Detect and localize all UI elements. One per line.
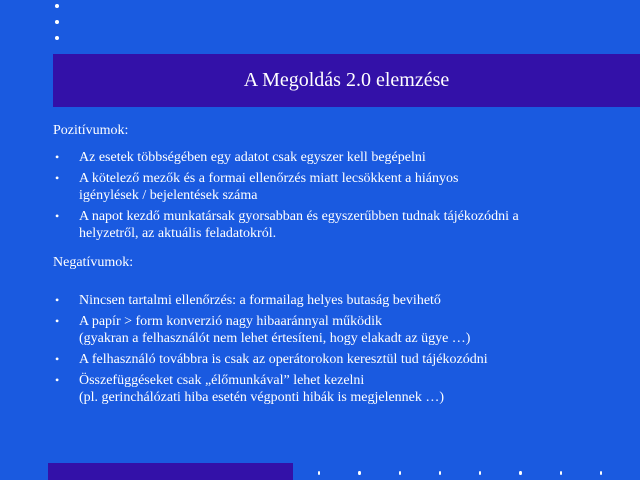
- bullet-icon: •: [55, 171, 60, 185]
- list-item: [53, 170, 633, 204]
- slide-title: A Megoldás 2.0 elemzése: [243, 69, 450, 91]
- item-line: A kötelező mezők és a formai ellenőrzés miatt lecsökkent a hiányos: [79, 171, 459, 186]
- decor-dot: [55, 20, 59, 24]
- bullet-icon: •: [55, 209, 60, 223]
- decor-dot: [55, 4, 59, 8]
- decor-dot: [358, 471, 360, 475]
- list-item: [53, 292, 633, 309]
- title-bar: [53, 54, 640, 107]
- top-dots: [55, 4, 63, 52]
- item-line: A napot kezdő munkatársak gyorsabban és egyszerűbben tudnak tájékozódni a: [79, 209, 519, 224]
- item-line: Az esetek többségében egy adatot csak egyszer kell begépelni: [79, 150, 426, 165]
- positives-list: [53, 149, 633, 242]
- list-item: [53, 372, 633, 406]
- item-line: helyzetről, az aktuális feladatokról.: [79, 226, 277, 241]
- bullet-icon: •: [55, 293, 60, 307]
- item-line: (gyakran a felhasználót nem lehet értesíteni, hogy elakadt az ügye …): [79, 331, 471, 346]
- decor-dot: [439, 471, 441, 475]
- decor-dot: [600, 471, 602, 475]
- bullet-icon: •: [55, 314, 60, 328]
- item-line: Összefüggéseket csak „élőmunkával” lehet kezelni: [79, 373, 365, 388]
- negatives-list: [53, 292, 633, 406]
- bullet-icon: •: [55, 373, 60, 387]
- negatives-label: Negatívumok:: [53, 255, 134, 270]
- bottom-dots: [318, 471, 640, 475]
- item-line: Nincsen tartalmi ellenőrzés: a formailag helyes butaság bevihető: [79, 293, 441, 308]
- list-item: [53, 351, 633, 368]
- slide-content: [53, 122, 633, 406]
- list-item: [53, 149, 633, 166]
- item-line: igénylések / bejelentések száma: [79, 188, 258, 203]
- decor-dot: [399, 471, 401, 475]
- list-item: [53, 208, 633, 242]
- decor-dot: [479, 471, 481, 475]
- bullet-icon: •: [55, 352, 60, 366]
- item-line: (pl. gerinchálózati hiba esetén végponti hibák is megjelennek …): [79, 390, 445, 405]
- bullet-icon: •: [55, 150, 60, 164]
- decor-dot: [560, 471, 562, 475]
- positives-label: Pozitívumok:: [53, 123, 129, 138]
- list-item: [53, 313, 633, 347]
- decor-dot: [519, 471, 521, 475]
- decor-dot: [55, 36, 59, 40]
- decor-dot: [318, 471, 320, 475]
- item-line: A felhasználó továbbra is csak az operátorokon keresztül tud tájékozódni: [79, 352, 488, 367]
- bottom-bar: [48, 463, 293, 480]
- item-line: A papír > form konverzió nagy hibaaránnyal működik: [79, 314, 382, 329]
